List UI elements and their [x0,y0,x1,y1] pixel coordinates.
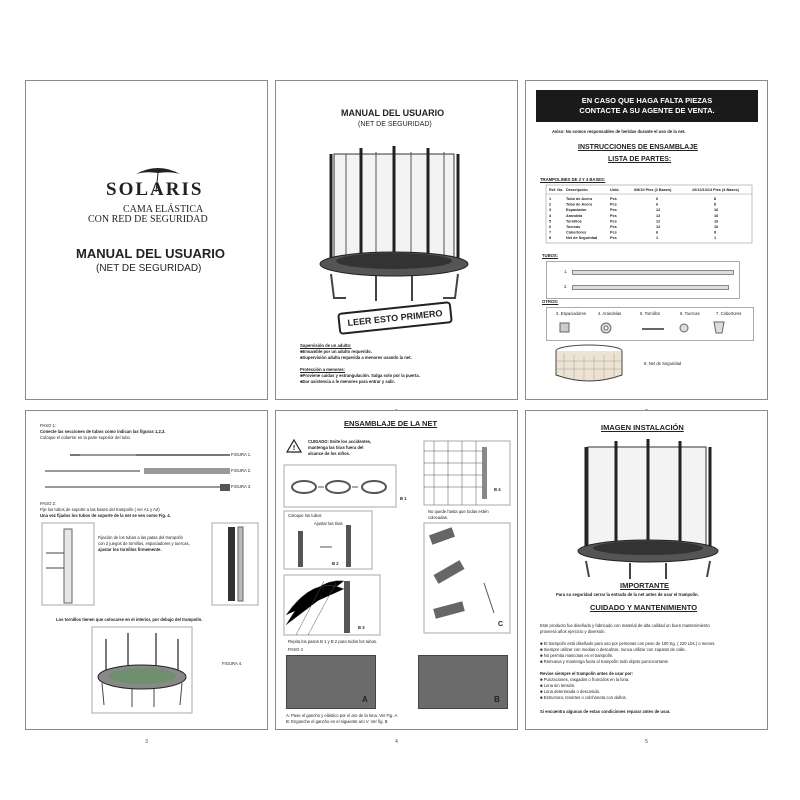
table-cell: Pcs [610,219,617,224]
care-intro-2: proveerá años ejercicio y diversión. [540,629,606,634]
table-cell: Tornillos [566,219,582,224]
important-title: IMPORTANTE [620,581,670,590]
page-number: 5 [645,739,648,745]
leg-fixing-figure-a2 [212,523,258,605]
tubes-label: TUBOS: [542,253,559,258]
table-cell: Pcs [610,230,617,235]
tube-2-image [572,285,729,290]
step-b1-figure [284,465,396,507]
place-tubes-text: Coloque los tubos [288,513,322,518]
other-part-7: 7. Cobertores [716,311,742,316]
figure-2-label: FIGURA 2. [231,468,252,473]
others-label: OTROS: [542,299,559,304]
table-header: Unid. [610,188,620,192]
final-note: Si encuentra algunas de estas condiciones reparar antes de usar. [540,709,671,714]
cover-title: MANUAL DEL USUARIO [76,246,226,261]
step-b3-figure [284,575,380,635]
table-cell: 12 [656,208,661,213]
assembly-instructions-title: INSTRUCCIONES DE ENSAMBLAJE [578,144,698,151]
table-cell: 6 [656,230,659,235]
step1-heading: PASO 1: [40,423,56,428]
table-cell: 12 [656,213,661,218]
tubes-box [546,261,740,299]
label-b: B [494,695,500,704]
read-first-stamp [337,301,453,335]
table-cell: 7 [549,230,552,235]
trampoline-frame-figure [92,627,192,713]
table-cell: 1 [549,197,552,201]
table-cell: Tubo de Acero [566,197,593,201]
other-part-3: 3. Espaciadores [556,311,587,316]
step-b4-figure [424,441,510,505]
step2-heading: PASO 2: [40,501,56,506]
protection-item-1: ■Proviene caídas y estrangulación. Salga solo por la puerta. [300,373,420,378]
table-cell: 12 [656,225,661,229]
tube-2-label: 2. [564,284,568,289]
label-b3: B 3 [358,625,365,630]
supervision-item-2: ■Supervisión adulta requerida a menores usando la net. [300,355,412,360]
care-intro-1: Este producto fue diseñado y fabricado con material de alta calidad un buen mantenimiento [540,623,710,628]
inspect-item-2: ■ Lona sin tensión. [540,683,576,688]
label-b1: B 1 [400,496,407,501]
table-cell: Arandela [566,213,583,218]
net-assembly-title: ENSAMBLAJE DE LA NET [344,419,438,428]
table-cell: 16 [714,208,719,213]
tube-1-image [572,270,734,275]
hardware-icons [554,319,754,339]
table-cell: 16 [714,219,719,224]
table-cell: 4 [549,213,552,218]
svg-text:!: ! [292,445,296,452]
parts-table [546,185,752,245]
table-header: 6/8/10 Pies (2 Bases) [634,188,672,192]
table-cell: Pcs [610,202,617,207]
net-assembly-page [275,410,518,745]
brand-logo: SOLARIS [106,179,204,200]
caution-line-1: CUIDADO: Evite los accidentes, [308,439,372,444]
table-cell: 8 [714,202,717,207]
warning-icon [286,439,302,453]
no-remove-text-2: colocadas. [428,515,449,520]
cover-subtitle-1: CAMA ELÁSTICA [123,204,204,215]
protection-item-2: ■Dar asistencia a le menores para entrar y salir. [300,379,395,384]
manual-title: MANUAL DEL USUARIO [341,108,445,118]
net-label: 8. Net de Seguridad [644,361,682,366]
table-cell: 6 [549,225,552,229]
table-cell: Pcs [610,225,617,229]
read-first-label: LEER ESTO PRIMERO [347,308,443,328]
step2-text-a: Fije los tubos de soporte a las bases del trampolín ( ver A1 y A2) [40,507,160,512]
table-cell: 16 [714,225,719,229]
care-bullet-3: ■ No permita mascotas en el trampolín. [540,653,614,658]
table-cell: Pcs [610,236,617,241]
step4-heading: PASO 4 [288,647,303,652]
table-cell: Tubo de Acero [566,202,593,207]
manual-subtitle: (NET DE SEGURIDAD) [358,121,432,128]
bolt-note: Los tornillos tienen que colocarse en el interior, por debajo del trampolín. [56,617,203,622]
inspect-item-4: ■ Estructura, resortes o colchoneta con daños. [540,695,627,700]
missing-parts-banner [536,90,758,122]
table-cell: 12 [656,219,661,224]
table-cell: Pcs [610,197,617,201]
table-title: TRAMPOLINES DE 3 Y 4 BASES: [540,177,606,182]
step1-text-a: Conecte las secciones de tubos como indican las figuras 1,2,3. [40,429,166,434]
caution-line-2: mantenga las tiras fuera del [308,445,364,450]
figure-4-label: FIGURA 4. [222,661,243,666]
table-cell: 6 [656,197,659,201]
safety-text: Para su seguridad cerrar la entrada de la net antes de usar el trampolín. [556,592,699,597]
protection-heading: Protección a menores: [300,367,346,372]
parts-list-title: LISTA DE PARTES: [608,156,672,163]
tube-figures [40,447,240,497]
table-header: Ref. No. [549,188,564,192]
table-cell: 3 [549,208,552,213]
label-c-small: C [322,586,326,591]
table-cell: 8 [714,230,717,235]
table-cell: 6 [656,202,659,207]
label-a: A [362,695,368,704]
other-part-4: 4. Arandelas [598,311,622,316]
cover-subtitle-3: (NET DE SEGURIDAD) [96,263,202,274]
table-cell: 5 [549,219,552,224]
repeat-steps-text: Repita los pasos B 1 y B 2 para todos los tubos. [288,639,378,644]
banner-line-1: EN CASO QUE HAGA FALTA PIEZAS [581,96,713,105]
figure-3-label: FIGURA 3. [231,484,252,489]
installation-page [525,410,768,745]
page-number: 3 [145,739,148,745]
inspect-heading: Revise siempre el trampolín antes de usar por: [540,671,634,676]
installed-trampoline-image [574,439,724,579]
adjust-straps-text: Ajustar las tiras [314,521,343,526]
manual-page [275,80,518,400]
label-b2: B 2 [332,561,339,566]
table-cell: 1 [656,236,659,241]
leg-fixing-figure-a1 [42,523,94,605]
other-part-6: 6. Tuercas [680,311,700,316]
step1-text-b: Coloque el cobertor en la parte superior del tubo. [40,435,132,440]
parts-page [525,80,768,400]
table-cell: Tuercas [566,225,581,229]
label-b4: B 4 [494,487,501,492]
installation-title: IMAGEN INSTALACIÓN [601,423,684,432]
caution-line-3: alcance de los niños. [308,451,351,456]
inspect-item-1: ■ Punzaciones, rasgados o fruncidos en la lona. [540,677,630,682]
other-part-5: 5. Tornillos [640,311,660,316]
figure-1-label: FIGURA 1. [231,452,252,457]
table-cell: 8 [714,197,717,201]
supervision-heading: Supervisión de un adulto: [300,343,352,348]
table-cell: Pcs [610,208,617,213]
table-header: 10/12/13/14 Pies (4 Bases) [692,188,739,192]
label-c: C [498,621,504,628]
care-bullet-4: ■ Remueva y mantenga fuera el trampolín todo objeto punzocortante. [540,659,670,664]
cover-subtitle-2: CON RED DE SEGURIDAD [88,214,208,225]
liability-notice: Aviso: No somos responsables de heridas durante el uso de la net. [552,129,686,134]
fixing-text-2: con 2 juegos de tornillos, espaciadores y tuercas, [98,541,190,546]
step-c-figure [424,523,510,633]
table-cell: 1 [714,236,717,241]
page-number: 4 [395,739,398,745]
care-bullet-2: ■ Siempre utilizar con medias o descalzos, nunca utilizar con zapatos de calle. [540,647,686,652]
cover-page [25,80,268,400]
table-cell: Espaciador [566,208,587,213]
table-header: Descripción [566,188,588,192]
hook-step-b: B: Enganche el gancho en el siguiente aro V. Ver fig. B [286,719,388,724]
fixing-text-3: ajustar los tornillos firmemente. [98,547,162,552]
step1-page [25,410,268,745]
tube-1-label: 1. [564,269,568,274]
step2-text-b: Una vez fijados los tubos de soporte de la net se ven como Fig. 4. [40,513,171,518]
inspect-item-3: ■ Lona deteriorada o descosida. [540,689,601,694]
table-cell: 16 [714,213,719,218]
table-cell: Cobertores [566,230,587,235]
care-title: CUIDADO Y MANTENIMIENTO [590,603,698,612]
care-bullet-1: ■ El trampolín está diseñado para uso por personas con peso de 100 Kg. ( 220 Lbs.) o menos. [540,641,716,646]
table-cell: Net de Seguridad [566,236,598,241]
table-cell: 2 [549,202,552,207]
no-remove-text-1: No quede hasta que todas estén [428,509,489,514]
table-cell: Pcs [610,213,617,218]
step-b2-figure [284,511,372,569]
banner-line-2: CONTACTE A SU AGENTE DE VENTA. [579,106,715,115]
hook-step-a: A: Pase el gancho y elástico por el aro de la lona. Ver Fig. A [286,713,398,718]
supervision-item-1: ■Ensamble por un adulto requerido. [300,349,372,354]
trampoline-image [316,146,476,306]
table-cell: 8 [549,236,552,241]
fixing-text-1: Fijación de los tubos a las patas del trampolín [98,535,183,540]
safety-net-image [554,343,624,385]
